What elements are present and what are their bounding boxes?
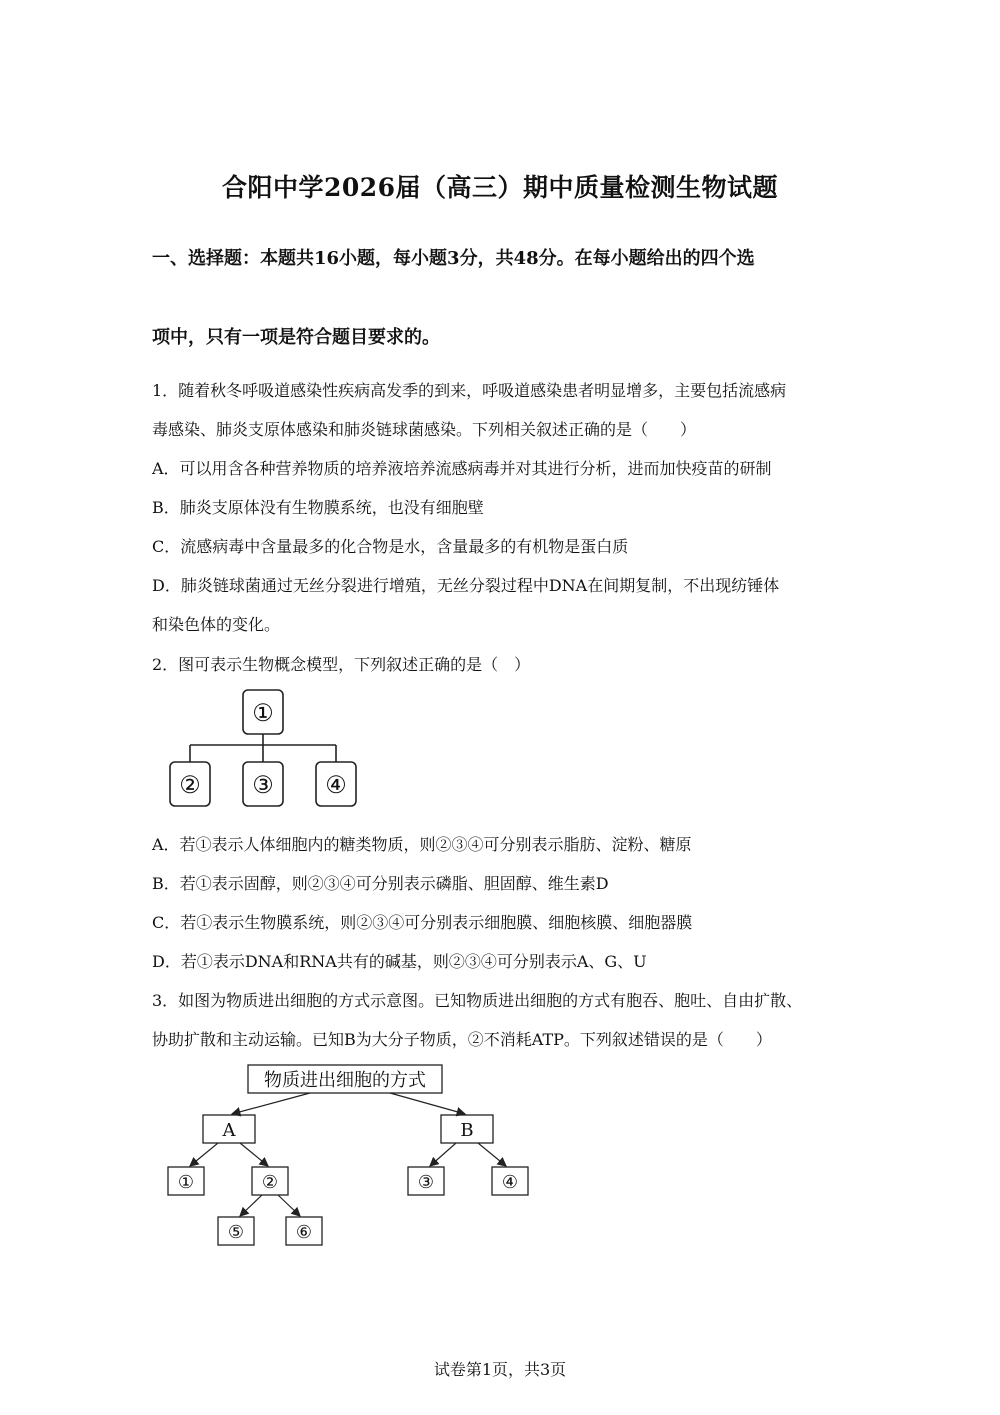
q2-node-child-2-label: ③ <box>252 771 274 799</box>
q3-b-label: B <box>460 1120 474 1141</box>
q2-node-top-label: ① <box>252 699 274 727</box>
q2-option-c: C．若①表示生物膜系统，则②③④可分别表示细胞膜、细胞核膜、细胞器膜 <box>152 913 693 932</box>
page-title: 合阳中学2026届（高三）期中质量检测生物试题 <box>221 173 779 202</box>
q1-option-d-line1: D．肺炎链球菌通过无丝分裂进行增殖，无丝分裂过程中DNA在间期复制，不出现纺锤体 <box>152 576 780 595</box>
q2-stem: 2．图可表示生物概念模型，下列叙述正确的是（ ） <box>152 655 531 674</box>
q1-option-a: A．可以用含各种营养物质的培养液培养流感病毒并对其进行分析，进而加快疫苗的研制 <box>152 459 772 478</box>
q3-n5-label: ⑤ <box>227 1222 245 1243</box>
q3-stem-line1: 3．如图为物质进出细胞的方式示意图。已知物质进出细胞的方式有胞吞、胞吐、自由扩散、 <box>152 991 803 1010</box>
q1-option-c: C．流感病毒中含量最多的化合物是水，含量最多的有机物是蛋白质 <box>152 537 629 556</box>
section-heading-line2: 项中，只有一项是符合题目要求的。 <box>152 327 440 348</box>
q3-transport-diagram <box>160 1060 540 1255</box>
q2-node-child-3-label: ④ <box>325 771 347 799</box>
q3-root-label: 物质进出细胞的方式 <box>264 1070 426 1091</box>
q3-n3-label: ③ <box>417 1172 435 1193</box>
q1-option-b: B．肺炎支原体没有生物膜系统，也没有细胞壁 <box>152 498 484 517</box>
q3-stem-line2: 协助扩散和主动运输。已知B为大分子物质，②不消耗ATP。下列叙述错误的是（ ） <box>152 1030 772 1049</box>
q2-option-d: D．若①表示DNA和RNA共有的碱基，则②③④可分别表示A、G、U <box>152 952 647 971</box>
section-heading-line1: 一、选择题：本题共16小题，每小题3分，共48分。在每小题给出的四个选 <box>152 248 755 269</box>
q1-option-d-line2: 和染色体的变化。 <box>152 615 281 634</box>
q2-concept-diagram <box>160 685 370 813</box>
page-footer: 试卷第1页，共3页 <box>433 1360 567 1379</box>
q3-n6-label: ⑥ <box>295 1222 313 1243</box>
q2-node-child-1-label: ② <box>179 771 201 799</box>
q2-option-b: B．若①表示固醇，则②③④可分别表示磷脂、胆固醇、维生素D <box>152 874 609 893</box>
q3-n4-label: ④ <box>501 1172 519 1193</box>
q2-option-a: A．若①表示人体细胞内的糖类物质，则②③④可分别表示脂肪、淀粉、糖原 <box>152 835 692 854</box>
q1-stem-line2: 毒感染、肺炎支原体感染和肺炎链球菌感染。下列相关叙述正确的是（ ） <box>152 420 697 439</box>
q1-stem-line1: 1．随着秋冬呼吸道感染性疾病高发季的到来，呼吸道感染患者明显增多，主要包括流感病 <box>152 381 787 400</box>
q3-n1-label: ① <box>177 1172 195 1193</box>
q3-n2-label: ② <box>261 1172 279 1193</box>
q3-a-label: A <box>222 1120 236 1141</box>
